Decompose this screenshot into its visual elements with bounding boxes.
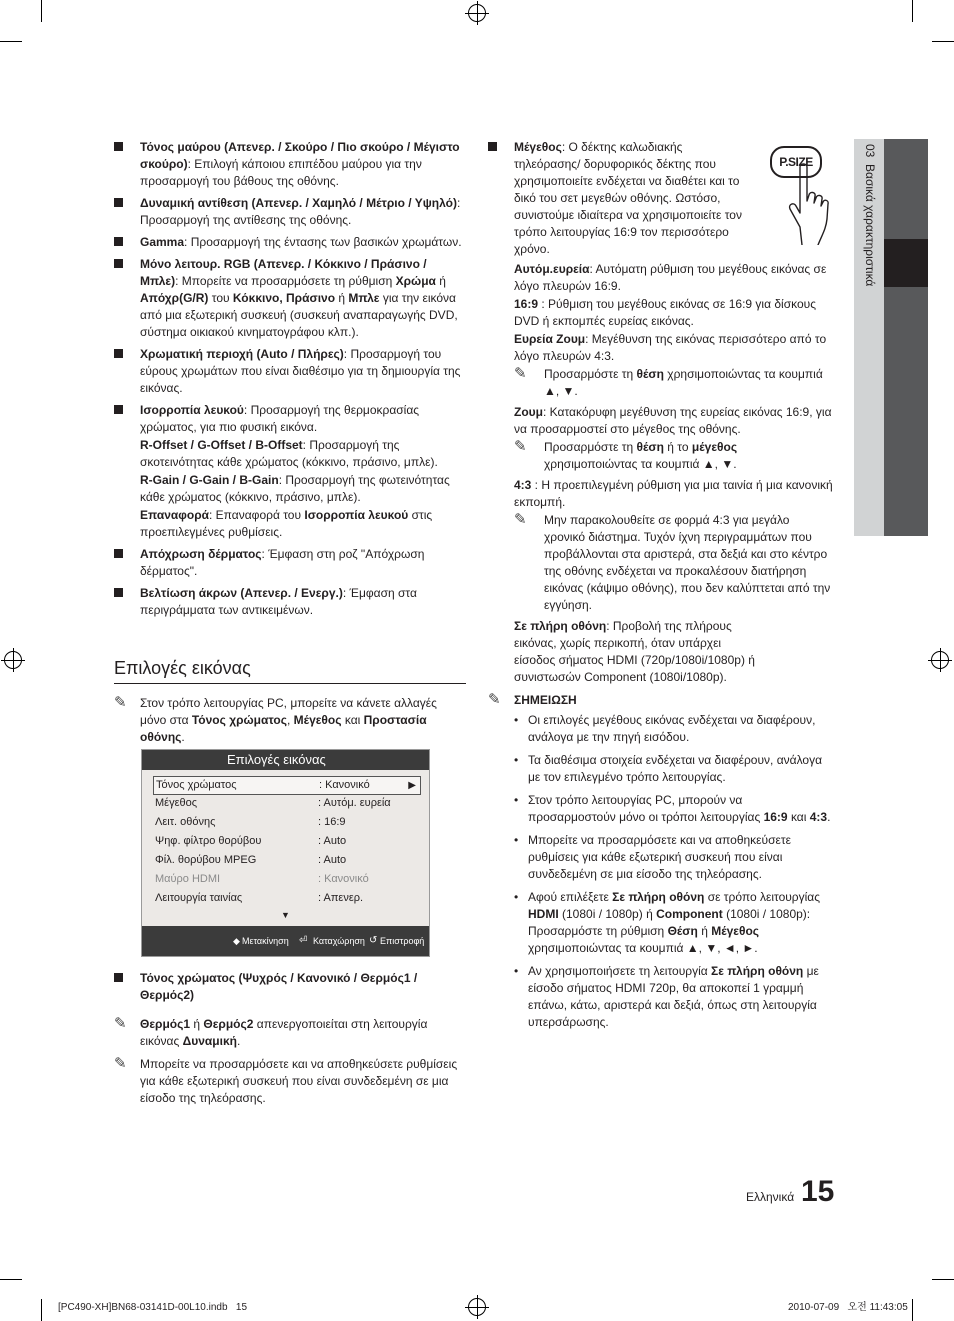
item-title: Αυτόμ.ευρεία xyxy=(514,262,590,276)
item-text: : Προβολή της πλήρους εικόνας, χωρίς περικοπή, όταν υπάρχει είσοδος σήματος HDMI (720p/1080i/1080p) ή συνιστωσών Component (1080i/1080p). xyxy=(514,619,755,684)
left-column-bottom xyxy=(114,970,466,1111)
note xyxy=(514,512,833,614)
item-title: Επαναφορά xyxy=(140,508,209,522)
note-bold: μέγεθος xyxy=(691,440,738,454)
note-text: . xyxy=(181,730,185,744)
crop-mark xyxy=(0,1279,22,1280)
note xyxy=(114,1016,466,1050)
osd-row-name: Λειτ. οθόνης xyxy=(155,816,216,828)
crop-mark xyxy=(932,41,954,42)
bullet-item xyxy=(514,712,833,746)
square-bullet-icon xyxy=(114,259,123,268)
item-text: : Επαναφορά του xyxy=(209,508,305,522)
note-pen-icon: ✎ xyxy=(114,1055,127,1072)
note-pen-icon: ✎ xyxy=(114,1015,127,1032)
item-text: : Έμφαση στα περιγράμματα των αντικειμένων. xyxy=(140,586,417,617)
bullet-dot-icon: • xyxy=(514,793,519,807)
osd-row-value: : Κανονικό xyxy=(318,873,369,885)
chapter-tab-accent xyxy=(884,139,928,536)
item-bold: Απόχρ(G/R) xyxy=(140,291,209,305)
item-title: Δυναμική αντίθεση (Απενερ. / Χαμηλό / Μέτριο / Υψηλό) xyxy=(140,196,457,210)
osd-row-value: : Απενερ. xyxy=(318,892,364,904)
chapter-tab-text xyxy=(861,144,879,504)
item-text: : Προσαρμογή της φωτεινότητας κάθε χρώματος (κόκκινο, πράσινο, μπλε). xyxy=(140,473,450,504)
item-title: Ισορροπία λευκού xyxy=(140,403,244,417)
square-bullet-icon xyxy=(114,405,123,414)
return-icon: ↺ xyxy=(369,935,378,946)
note-pen-icon: ✎ xyxy=(114,694,127,711)
osd-row-value: : Κανονικό xyxy=(319,779,370,791)
sub-item xyxy=(488,331,833,365)
item-bold: Ισορροπία λευκού xyxy=(304,508,409,522)
note-pen-icon: ✎ xyxy=(488,691,501,708)
note xyxy=(114,695,466,746)
osd-row-name: Μαύρο HDMI xyxy=(155,873,221,885)
osd-row-value: : Auto xyxy=(318,835,347,847)
list-item xyxy=(114,139,466,190)
list-item xyxy=(114,256,466,341)
osd-row[interactable] xyxy=(153,833,419,850)
crop-mark xyxy=(932,1279,954,1280)
item-text: : Η προεπιλεγμένη ρύθμιση για μια ταινία ή μια κανονική εκπομπή. xyxy=(514,478,833,509)
osd-row[interactable] xyxy=(153,890,419,907)
item-text: ή xyxy=(335,291,349,305)
osd-row-name: Τόνος χρώματος xyxy=(156,779,237,791)
list-item xyxy=(114,402,466,436)
osd-row[interactable] xyxy=(153,814,419,831)
item-bold: Μπλε xyxy=(348,291,380,305)
square-bullet-icon xyxy=(114,349,123,358)
square-bullet-icon xyxy=(114,973,123,982)
bullet-text: Μπορείτε να προσαρμόσετε και να αποθηκεύσετε ρυθμίσεις για κάθε εξωτερική συσκευή που είναι συνδεδεμένη σε μια είσοδο της τηλεόρασης. xyxy=(528,833,791,881)
sub-item xyxy=(488,261,833,295)
item-text: : Αυτόματη ρύθμιση του μεγέθους εικόνας σε λόγο πλευρών 16:9. xyxy=(514,262,827,293)
list-item xyxy=(114,585,466,619)
bullet-dot-icon: • xyxy=(514,753,519,767)
psize-label: P.SIZE xyxy=(779,155,813,169)
bullet-text: (1080i / 1080p): Προσαρμόστε τη ρύθμιση xyxy=(528,907,811,938)
note-text: απενεργοποιείται στη λειτουργία εικόνας xyxy=(140,1017,428,1048)
note-text: Προσαρμόστε τη xyxy=(544,367,637,381)
bullet-bold: HDMI xyxy=(528,907,559,921)
psize-remote-illustration xyxy=(768,143,844,245)
item-text: : Ρύθμιση του μεγέθους εικόνας σε 16:9 για δίσκους DVD ή εκπομπές ευρείας εικόνας. xyxy=(514,297,816,328)
item-title: 16:9 xyxy=(514,297,539,311)
sub-item xyxy=(488,477,833,511)
item-text: του xyxy=(208,291,233,305)
bullet-text: Στον τρόπο λειτουργίας PC, μπορούν να προσαρμοστούν μόνο οι τρόποι λειτουργίας xyxy=(528,793,764,824)
bullet-text: ή xyxy=(697,924,712,938)
list-item xyxy=(114,195,466,229)
item-title: Ευρεία Ζουμ xyxy=(514,332,586,346)
bullet-text: σε τρόπο λειτουργίας xyxy=(704,890,821,904)
bullet-item xyxy=(514,832,833,883)
item-title: 4:3 xyxy=(514,478,532,492)
bullet-bold: Σε πλήρη οθόνη xyxy=(612,890,705,904)
note-bullets xyxy=(488,712,833,1031)
item-bold: Κόκκινο, Πράσινο xyxy=(232,291,336,305)
note-bold: Μέγεθος xyxy=(293,713,342,727)
osd-row[interactable] xyxy=(153,776,421,795)
footer-language: Ελληνικά xyxy=(746,1190,795,1204)
move-icon: ◆ xyxy=(233,936,240,946)
right-column xyxy=(488,139,833,1037)
item-text: : Προσαρμογή της έντασης των βασικών χρωμάτων. xyxy=(184,235,462,249)
osd-title: Επιλογές εικόνας xyxy=(227,752,326,767)
bullet-bold: Μέγεθος xyxy=(711,924,760,938)
item-text: : Επιλογή κάποιου επιπέδου μαύρου για την προσαρμογή του βάθους της οθόνης. xyxy=(140,157,422,188)
help-move: Μετακίνηση xyxy=(242,936,289,946)
enter-icon: ⏎ xyxy=(299,935,308,946)
bullet-text: Οι επιλογές μεγέθους εικόνας ενδέχεται να διαφέρουν, ανάλογα με την πηγή εισόδου. xyxy=(528,713,816,744)
item-title: Gamma xyxy=(140,235,185,249)
arrow-right-icon: ▶ xyxy=(408,780,416,791)
bullet-bold: Σε πλήρη οθόνη xyxy=(711,964,804,978)
list-item xyxy=(114,346,466,397)
note-heading xyxy=(488,692,833,709)
bullet-text: χρησιμοποιώντας τα κουμπιά ▲, ▼, ◄, ►. xyxy=(528,941,758,955)
note-text: και xyxy=(341,713,364,727)
square-bullet-icon xyxy=(114,588,123,597)
registration-mark-icon xyxy=(468,4,486,22)
bullet-bold: Θέση xyxy=(667,924,698,938)
left-column xyxy=(114,139,466,624)
pointing-hand-icon xyxy=(788,161,842,245)
note-text: χρησιμοποιώντας τα κουμπιά ▲, ▼. xyxy=(544,367,823,398)
scroll-down-icon[interactable]: ▼ xyxy=(281,910,290,920)
crop-mark xyxy=(912,1299,913,1321)
item-text: για την εικόνα από μια εξωτερική συσκευή (συσκευή αναπαραγωγής DVD, σύστημα οικιακού κινηματογράφου κλπ.). xyxy=(140,291,458,339)
item-text: : Κατακόρυφη μεγέθυνση της ευρείας εικόνας 16:9, για να προσαρμοστεί στο μέγεθος της οθόνης. xyxy=(514,405,832,436)
note-label: ΣΗΜΕΙΩΣΗ xyxy=(514,693,577,707)
bullet-item xyxy=(514,752,833,786)
note xyxy=(514,439,833,473)
note-bold: θέση xyxy=(636,367,664,381)
bullet-text: Αν χρησιμοποιήσετε τη λειτουργία xyxy=(528,964,712,978)
item-title: Σε πλήρη οθόνη xyxy=(514,619,607,633)
item-text: : Προσαρμογή του εύρους χρωμάτων που είναι διαθέσιμο για τη δημιουργία της εικόνας. xyxy=(140,347,461,395)
pc-note xyxy=(114,695,466,750)
item-text: : Προσαρμογή της αντίθεσης της οθόνης. xyxy=(140,196,461,227)
sub-item xyxy=(488,618,833,686)
square-bullet-icon xyxy=(114,237,123,246)
bullet-dot-icon: • xyxy=(514,713,519,727)
note-pen-icon: ✎ xyxy=(514,511,527,528)
item-text: : Προσαρμογή της θερμοκρασίας χρώματος, για πιο φυσική εικόνα. xyxy=(140,403,420,434)
crop-mark xyxy=(41,0,42,22)
list-item xyxy=(114,546,466,580)
bullet-text: και xyxy=(787,810,810,824)
sub-item xyxy=(488,296,833,330)
note-text: χρησιμοποιώντας τα κουμπιά ▲, ▼. xyxy=(544,457,737,471)
item-title: Χρωματική περιοχή (Auto / Πλήρες) xyxy=(140,347,344,361)
note xyxy=(114,1056,466,1107)
bullet-text: με είσοδο σήματος HDMI 720p, θα αποκοπεί 1 γραμμή επάνω, κάτω, αριστερά και δεξιά, όπως στη λειτουργία υπερσάρωσης. xyxy=(528,964,819,1029)
item-bold: Χρώμα xyxy=(395,274,436,288)
section-title: Επιλογές εικόνας xyxy=(114,658,251,678)
note-bold: Θερμός2 xyxy=(203,1017,254,1031)
item-title: Βελτίωση άκρων (Απενερ. / Ενεργ.) xyxy=(140,586,343,600)
osd-row[interactable] xyxy=(153,852,419,869)
footer-date-info: 2010-07-09 오전 11:43:05 xyxy=(788,1302,908,1313)
bullet-bold: 16:9 xyxy=(763,810,788,824)
note-text: Προσαρμόστε τη xyxy=(544,440,637,454)
help-return: Επιστροφή xyxy=(380,936,425,946)
bullet-text: (1080i / 1080p) ή xyxy=(558,907,657,921)
osd-row-name: Λειτουργία ταινίας xyxy=(155,892,243,904)
item-title: Μέγεθος xyxy=(514,140,562,154)
osd-title-bar xyxy=(142,750,429,770)
sub-item xyxy=(114,472,466,506)
note-text: Στον τρόπο λειτουργίας PC, μπορείτε να κάνετε αλλαγές μόνο στα xyxy=(140,696,437,727)
footer-file-info: [PC490-XH]BN68-03141D-00L10.indb 15 xyxy=(58,1302,248,1313)
list-item xyxy=(114,970,466,1004)
item-text: : Μπορείτε να προσαρμόσετε τη ρύθμιση xyxy=(175,274,396,288)
note-text: Μην παρακολουθείτε σε φορμά 4:3 για μεγάλο χρονικό διάστημα. Τυχόν ίχνη περιγραμμάτων που προβάλλονται στα αριστερά, στα δεξιά και στο κέντρο της οθόνης ενδέχεται να προκαλέσουν διατήρηση εικόνας (κάψιμο οθόνης), που δεν καλύπτεται από την εγγύηση. xyxy=(544,513,831,612)
osd-help-bar xyxy=(142,926,429,956)
osd-row-disabled xyxy=(153,871,419,888)
registration-mark-icon xyxy=(931,651,949,669)
square-bullet-icon xyxy=(114,198,123,207)
osd-row-value: : 16:9 xyxy=(318,816,346,828)
list-item xyxy=(114,234,466,251)
item-text: : Προσαρμογή της σκοτεινότητας κάθε χρώματος (κόκκινο, πράσινο, μπλε). xyxy=(140,438,438,469)
item-text: : Ο δέκτης καλωδιακής τηλεόρασης/ δορυφορικός δέκτης που χρησιμοποιείτε ενδέχεται να διαθέτει και το δικό του σετ μεγεθών οθόνης. Ωστόσο, συνιστούμε ιδιαίτερα να χρησιμοποιείτε τον τρόπο λειτουργίας 16:9 τον περισσότερο χρόνο. xyxy=(514,140,742,256)
bullet-dot-icon: • xyxy=(514,833,519,847)
item-title: Τόνος μαύρου (Απενερ. / Σκούρο / Πιο σκούρο / Μέγιστο σκούρο) xyxy=(140,140,460,171)
item-title: R-Gain / G-Gain / B-Gain xyxy=(140,473,279,487)
square-bullet-icon xyxy=(488,142,497,151)
note-text: ή το xyxy=(663,440,692,454)
crop-mark xyxy=(41,1299,42,1321)
help-enter: Καταχώρηση xyxy=(313,936,365,946)
note-bold: Τόνος χρώματος xyxy=(191,713,287,727)
item-text: στις προεπιλεγμένες ρυθμίσεις. xyxy=(140,508,433,539)
item-title: Τόνος χρώματος (Ψυχρός / Κανονικό / Θερμός1 / Θερμός2) xyxy=(140,971,418,1002)
note-text: ή xyxy=(190,1017,204,1031)
bullet-text: . xyxy=(827,810,831,824)
sub-item xyxy=(114,507,466,541)
osd-row[interactable] xyxy=(153,795,419,812)
osd-row-value: : Αυτόμ. ευρεία xyxy=(318,797,391,809)
square-bullet-icon xyxy=(114,142,123,151)
bullet-item xyxy=(514,963,833,1031)
chapter-number: 03 xyxy=(863,144,877,158)
section-rule xyxy=(114,683,466,684)
item-text: : Έμφαση στη ροζ "Απόχρωση δέρματος". xyxy=(140,547,425,578)
registration-mark-icon xyxy=(468,1298,486,1316)
note-pen-icon: ✎ xyxy=(514,438,527,455)
bullet-text: Αφού επιλέξετε xyxy=(528,890,613,904)
item-title: Μόνο λειτουρ. RGB (Απενερ. / Κόκκινο / Πράσινο / Μπλε) xyxy=(140,257,427,288)
note-bold: Προστασία οθόνης xyxy=(140,713,427,744)
bullet-dot-icon: • xyxy=(514,964,519,978)
page-number: 15 xyxy=(801,1175,835,1208)
note-bold: θέση xyxy=(636,440,664,454)
chapter-title: Βασικά χαρακτηριστικά xyxy=(863,164,877,287)
chapter-tab-active xyxy=(884,239,928,287)
sub-item xyxy=(114,437,466,471)
registration-mark-icon xyxy=(4,651,22,669)
item-title: R-Offset / G-Offset / B-Offset xyxy=(140,438,303,452)
item-title: Απόχρωση δέρματος xyxy=(140,547,262,561)
note-pen-icon: ✎ xyxy=(514,365,527,382)
note-text: Μπορείτε να προσαρμόσετε και να αποθηκεύσετε ρυθμίσεις για κάθε εξωτερική συσκευή που είναι συνδεδεμένη σε μια είσοδο της τηλεόρασης. xyxy=(140,1057,458,1105)
osd-menu xyxy=(141,749,430,957)
item-text: ή xyxy=(435,274,446,288)
bullet-text: Τα διαθέσιμα στοιχεία ενδέχεται να διαφέρουν, ανάλογα με τον επιλεγμένο τρόπο λειτουργίας. xyxy=(528,753,823,784)
note-bold: Θερμός1 xyxy=(140,1017,191,1031)
item-text: : Μεγέθυνση της εικόνας περισσότερο από το λόγο πλευρών 4:3. xyxy=(514,332,827,363)
note-bold: Δυναμική xyxy=(182,1034,237,1048)
osd-row-name: Ψηφ. φίλτρο θορύβου xyxy=(155,835,262,847)
bullet-dot-icon: • xyxy=(514,890,519,904)
square-bullet-icon xyxy=(114,549,123,558)
osd-row-name: Μέγεθος xyxy=(155,797,198,809)
bullet-bold: 4:3 xyxy=(809,810,828,824)
bullet-item xyxy=(514,889,833,957)
item-title: Ζουμ xyxy=(514,405,543,419)
bullet-item xyxy=(514,792,833,826)
osd-row-name: Φίλ. θορύβου MPEG xyxy=(155,854,257,866)
note xyxy=(514,366,833,400)
bullet-bold: Component xyxy=(656,907,723,921)
note-text: , xyxy=(286,713,294,727)
crop-mark xyxy=(912,0,913,22)
sub-item xyxy=(488,404,833,438)
osd-row-value: : Auto xyxy=(318,854,347,866)
crop-mark xyxy=(0,41,22,42)
note-text: . xyxy=(236,1034,241,1048)
